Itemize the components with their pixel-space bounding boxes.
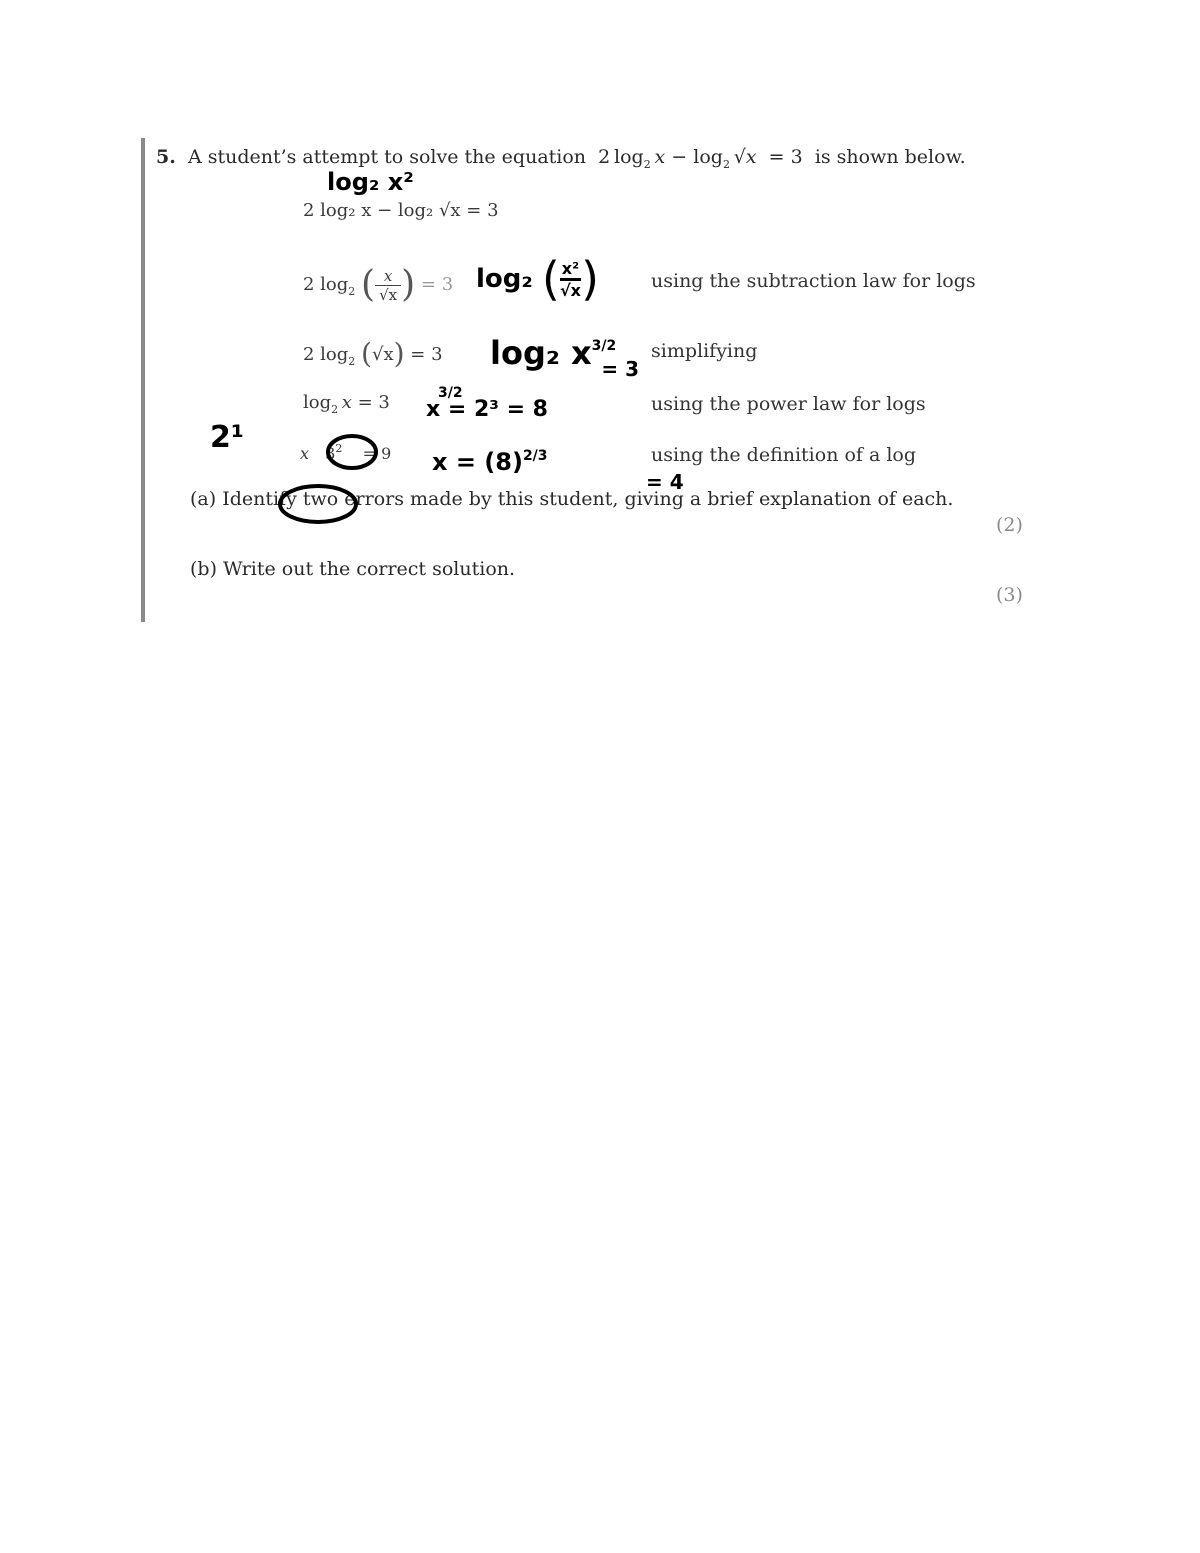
circled-3-squared: $3^2$ [325,442,343,463]
question-intro-end: is shown below. [814,146,966,168]
step-5-reason: using the definition of a log [651,444,917,466]
step-2-reason: using the subtraction law for logs [651,270,976,292]
part-a-marks: (2) [996,514,1023,536]
handwriting-margin-note: 2¹ [210,420,245,455]
question-stem [156,146,966,171]
handwriting-line-1: log₂ x² [327,168,414,196]
question-number: 5. [156,146,176,168]
step-2-math: 2 $\log_2$ ( $\frac{x}{√x}$ ) = 3 [303,264,454,305]
handwriting-line-4: $^{3/2}$ x = 2³ = 8 [426,385,548,422]
step-1-math: 2 log₂ x − log₂ √x = 3 [303,200,499,221]
step-4-reason: using the power law for logs [651,393,926,415]
step-3-math: 2 $\log_2 (√x) = 3$ [303,337,443,370]
margin-line [141,138,145,622]
handwriting-line-6: = 4 [646,470,684,494]
part-b: (b) Write out the correct solution. [190,558,516,580]
question-intro: A student’s attempt to solve the equation [187,146,587,168]
handwriting-line-2: log₂ ( $\frac{\text{x²}}{√x}$ ) [476,252,600,306]
step-4-math: $\log_2 x = 3$ [303,392,390,416]
step-3-reason: simplifying [651,340,758,362]
handwriting-line-3: log₂ $x^{3/2}$ $_{= 3}$ [490,334,640,381]
handwriting-line-5: $x = (8)^{2/3}$ [432,448,548,476]
step-5-math: x $3^2 = 9$ [300,442,392,463]
circled-word: two [302,488,339,510]
part-b-marks: (3) [996,584,1023,606]
question-equation: 2 $\log_2 x - \log_2 √x = 3$ [598,146,803,171]
part-a: (a) Identify two errors made by this student, giving a brief explanation of each. [190,488,954,510]
